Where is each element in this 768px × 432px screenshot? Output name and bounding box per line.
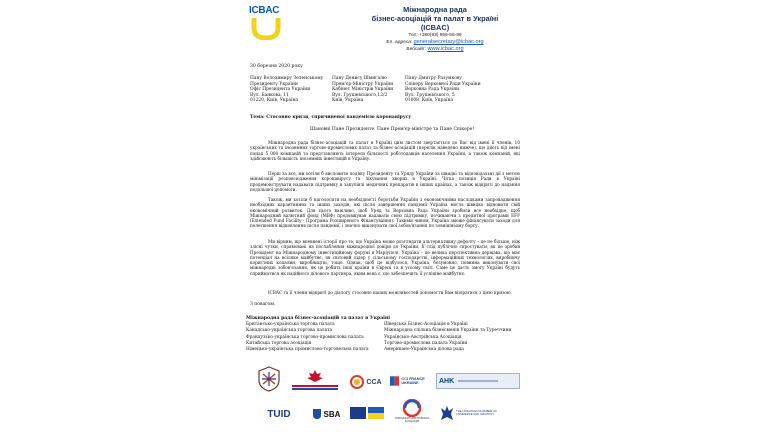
addressee-line: Кабінет Міністрів України: [332, 87, 394, 93]
ucci-caption: THE UKRAINIAN CHAMBER OF COMMERCE AND INDUSTRY: [456, 408, 498, 416]
member-item: Українсько-Австрійська Асоціація: [384, 334, 462, 340]
addressee-line: Вул. Банкова, 11: [250, 92, 290, 98]
member-item: Міжнародна спільна бізнесменів України та Туреччини: [384, 328, 512, 334]
body-paragraph-3: Також, ми хотіли б наголосити на необхідності боротьби України з економічними наслідками запровадження необхідних карантинних та інших заходів, які після завершення пандемії Україна могла швидко відновити свій економічний розвиток. Для цього важливо, щоб Уряд та Верховна Рада України зробили все необхідне, щоб Міжнародний валютний фонд (МВФ) продовжував надавати свою підтримку, починаючи з кредитної програми EFF (Extended Fund Facility - Програма Розширеного Фінансування). Такими чином, Україна зможе фінансувати заходи для полегшення відновлення після пандемії, і значно виконувати свої зобов'язання по зовнішньому боргу.: [250, 197, 520, 229]
ukrainian-austrian-association-logo: [394, 396, 430, 426]
member-item: Канадсько-українська торгова палата: [246, 328, 333, 334]
addressee-line: Офіс Президента України: [250, 87, 311, 93]
addressee-speaker: [405, 76, 505, 104]
email-label: Ел. адреса:: [386, 40, 413, 45]
member-item: Китайська торгова асоціація: [246, 340, 312, 346]
addressee-line: Прем'єр-Міністру України: [332, 81, 394, 87]
body-paragraph-1: Міжнародна рада бізнес-асоціацій та палат в Україні цим листом звертається до Вас від імені її членів, 10 українських та іноземних торгово-промислових палат та бізнес-асоціацій (перелік наведено нижче), що діють від імені понад 5 000 компаній та представляють інтереси більшості роботодавців населення України, а також компаній, які здійснюють більшість іноземних інвестицій в Україну.: [250, 140, 520, 161]
tuid-logo-text: TUID: [267, 408, 291, 420]
members-left-list: [246, 322, 369, 353]
member-item: Американо-Українська ділова рада: [384, 347, 464, 353]
sba-logo: [308, 404, 344, 424]
addressee-line: 01008, Київ, Україна: [405, 98, 454, 104]
bucc-logo: [256, 365, 282, 393]
letter-greeting: Шановні Пане Президенте, Пане Прем'єр-міністре та Пане Спікере!: [310, 127, 475, 132]
member-item: Британсько-українська торгова палата: [246, 322, 335, 327]
cci-france-ukraine-logo: [390, 372, 434, 390]
icbac-logo: [249, 5, 283, 37]
member-item: Шведська Бізнес-Асоціація в Україні: [384, 322, 468, 327]
email-link[interactable]: generalsecretary@icbac.org: [413, 39, 484, 45]
letter-date: 30 березня 2020 року: [250, 64, 303, 69]
member-item: Торгово-промислова палата України: [384, 340, 468, 346]
partner-logos: [250, 362, 520, 430]
ucci-logo: [436, 402, 516, 424]
body-paragraph-5: ICBAC та її члени відкриті до діалогу стосовно наших можливостей допомогти Вам впоратися з цією кризою.: [268, 290, 512, 295]
addressee-line: Пану Дмитру Разумкову: [405, 76, 462, 81]
letterhead-title-1: Міжнародна рада: [403, 5, 467, 14]
body-paragraph-4: Ми вірним, що впевнені історії про те, що Україна може розглядати альтернативну дефолту – це не більше, ніж злісні чутки, спрямовані на послаблення міжнародної довіри до України. Її слід публічно спростувати, як це зробив Президент на Міжнародному інвестиційному форумі в Маріуполі. Україна – це велика перспективна держава, що має потенціал на всіляке майбутнє, як світовий лідер у сільському господарстві, інформаційних технологіях, виробничу користних копалин, виробництві, тощо. Однак, щоб це відбулося, Україна, безумовно, повинна виконувати свої міжнародні зобов'язання, як це робить інші країни в Європі та в усьому світі. Саме це дасть змогу Україні будуть сприйматися як надійного ділового партнера, яким вона є, що забезпечить її успішне майбутнє.: [250, 239, 520, 276]
addressee-line: Пану Володимиру Зеленському: [250, 76, 324, 81]
body-paragraph-2: Перш за все, ми хотіли б висловити подяку Президенту та Уряду України за швидкі та відповідальні дії з метою мінімізації розповсюдження коронавірусу та лікування хворих в Україні. Чітка позиція Ради в Україні продемонструвати надавати підтримку в закупівлі медичних препаратів в інших країнах, а також відкриті до надання подальшої допомоги.: [250, 171, 520, 192]
web-label: Вебсайт:: [406, 47, 427, 52]
letterhead-web-row: [330, 46, 540, 53]
cca-logo-text: CCA: [366, 378, 382, 386]
cucc-logo: [290, 366, 340, 392]
ahk-logo-text: AHK: [439, 377, 455, 385]
addressee-line: 01220, Київ, Україна: [250, 98, 299, 104]
addressee-line: Пану Денису Шмигалю: [332, 76, 387, 81]
members-title: Міжнародна рада бізнес-асоціацій та палат в Україні: [246, 316, 391, 321]
sba-logo-text: SBA: [323, 409, 341, 419]
member-item: Німецько-українська промислово-торговельна палата: [246, 347, 369, 353]
addressee-line: Президенту України: [250, 81, 298, 87]
ahk-logo: [436, 372, 520, 390]
tuid-logo: [258, 404, 300, 424]
letterhead-phone: Тел: +380(93) 959-56-99: [408, 33, 462, 38]
addressee-line: Спікеру Верховної Ради України: [405, 81, 481, 87]
logo-u-shape-icon: [251, 16, 281, 40]
addressee-line: Верховна Рада України: [405, 87, 460, 93]
logo-text: ICBAC: [249, 5, 280, 16]
members-right-list: [384, 322, 511, 353]
member-item: Французько-українська торгово-промислова палата: [246, 334, 364, 340]
letterhead-email-row: [330, 39, 540, 46]
addressee-line: Вул. Грушевського,12/2: [332, 92, 388, 98]
addressee-line: Вул. Грушевського, 5: [405, 92, 455, 98]
letterhead: [330, 5, 540, 53]
aubc-logo: [348, 402, 388, 424]
letter-regards: З повагою,: [250, 302, 276, 307]
cci-france-ukraine-logo-text: CCI FRANCE UKRAINE: [401, 376, 425, 385]
letterhead-title-2: бізнес-асоціацій та палат в Україні: [371, 14, 499, 23]
web-link[interactable]: www.icbac.org: [427, 46, 464, 52]
letter-subject: Тема: Стосовно кризи, спричиненої пандемією коронавірусу: [250, 115, 412, 120]
addressee-line: Київ, Україна: [332, 98, 364, 104]
letterhead-title-3: (ICBAC): [420, 23, 450, 32]
cca-logo: [346, 374, 386, 390]
uaaa-caption: УКРАЇНСЬКО-АВСТРІЙСЬКА АСОЦІАЦІЯ: [394, 417, 430, 423]
